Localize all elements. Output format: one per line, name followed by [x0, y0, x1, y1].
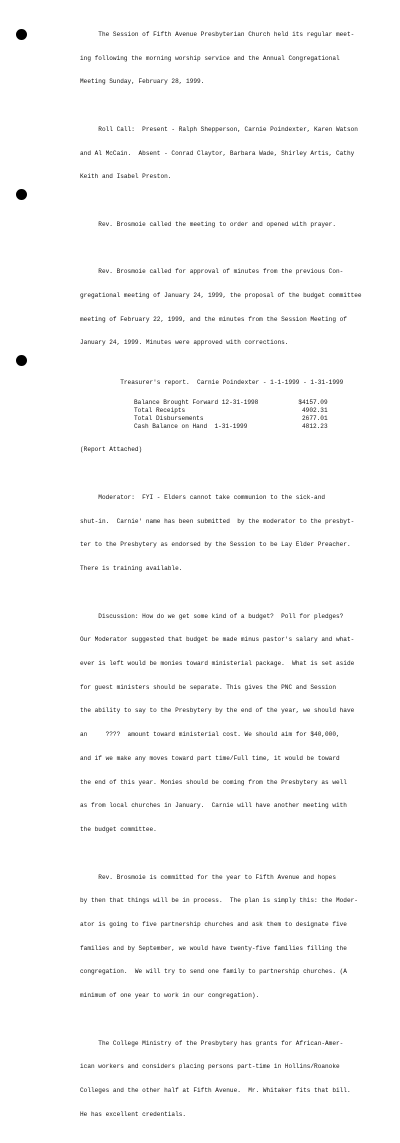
text-line: and Al McCain. Absent - Conrad Claytor, Barbara Wade, Shirley Artis, Cathy	[80, 149, 355, 157]
text-line: an ???? amount toward ministerial cost. We should aim for $40,000,	[80, 731, 340, 739]
ledger-amount: $4157.09	[298, 398, 328, 406]
text-line: ing following the morning worship service and the Annual Congregational	[80, 54, 340, 62]
text-line: congregation. We will try to send one family to partnership churches. (A	[80, 968, 347, 976]
text-line: Meeting Sunday, February 28, 1999.	[80, 78, 205, 86]
text-line: ter to the Presbytery as endorsed by the Session to be Lay Elder Preacher.	[80, 541, 351, 549]
ledger-row	[134, 399, 328, 407]
text-line: ator is going to five partnership churches and ask them to designate five	[80, 920, 347, 928]
text-line: Rev. Brosmoie called for approval of minutes from the previous Con-	[80, 268, 344, 276]
text-line: for guest ministers should be separate. This gives the PNC and Session	[80, 683, 336, 691]
document-body	[80, 15, 390, 1143]
text-line: families and by September, we would have twenty-five families filling the	[80, 944, 347, 952]
report-attached-note: (Report Attached)	[80, 446, 143, 454]
text-line: Keith and Isabel Preston.	[80, 173, 172, 181]
text-line: The College Ministry of the Presbytery has grants for African-Amer-	[80, 1039, 344, 1047]
paragraph-call-to-order	[80, 205, 390, 245]
text-line: Roll Call: Present - Ralph Shepperson, Carnie Poindexter, Karen Watson	[80, 125, 358, 133]
text-line: The Session of Fifth Avenue Presbyterian Church held its regular meet-	[80, 30, 355, 38]
text-line: ever is left would be monies toward ministerial package. What is set aside	[80, 659, 355, 667]
text-line: minimum of one year to work in our congregation).	[80, 992, 260, 1000]
paragraph-moderator-fyi	[80, 478, 390, 589]
ledger-label: Balance Brought Forward 12-31-1998	[134, 398, 259, 406]
text-line: Rev. Brosmoie called the meeting to order and opened with prayer.	[80, 220, 336, 228]
treasurer-report-heading: Treasurer's report. Carnie Poindexter - 1-1-1999 - 1-31-1999	[101, 379, 344, 387]
ledger-amount: 4812.23	[302, 422, 328, 430]
paragraph-budget-discussion	[80, 597, 390, 850]
text-line: January 24, 1999. Minutes were approved with corrections.	[80, 339, 289, 347]
text-line: the budget committee.	[80, 826, 157, 833]
ledger-row	[134, 423, 328, 431]
text-line: He has excellent credentials.	[80, 1110, 187, 1118]
text-line: Rev. Brosmoie is committed for the year to Fifth Avenue and hopes	[80, 873, 336, 881]
punch-hole-top	[16, 29, 27, 40]
text-line: Discussion: How do we get some kind of a budget? Poll for pledges?	[80, 612, 344, 620]
paragraph-college-ministry	[80, 1024, 390, 1135]
treasurer-ledger	[134, 399, 328, 431]
paragraph-partnership-plan	[80, 858, 390, 1016]
text-line: the end of this year. Monies should be coming from the Presbytery as well	[80, 778, 347, 786]
ledger-label: Total Receipts	[134, 406, 186, 414]
text-line: Moderator: FYI - Elders cannot take communion to the sick-and	[80, 493, 326, 501]
paragraph-approval-of-minutes	[80, 252, 390, 363]
text-line: and if we make any moves toward part time/Full time, it would be toward	[80, 754, 340, 762]
paragraph-roll-call	[80, 110, 390, 197]
text-line: gregational meeting of January 24, 1999, the proposal of the budget committee	[80, 292, 362, 299]
ledger-amount: 2677.01	[302, 414, 328, 422]
ledger-label: Cash Balance on Hand 1-31-1999	[134, 422, 248, 430]
treasurer-report	[80, 371, 390, 470]
ledger-amount: 4902.31	[302, 406, 328, 414]
text-line: meeting of February 22, 1999, and the minutes from the Session Meeting of	[80, 315, 347, 323]
ledger-label: Total Disbursements	[134, 414, 204, 422]
text-line: the ability to say to the Presbytery by the end of the year, we should have	[80, 707, 355, 715]
ledger-row	[134, 415, 328, 423]
text-line: There is training available.	[80, 565, 183, 572]
text-line: ican workers and considers placing persons part-time in Hollins/Roanoke	[80, 1063, 340, 1071]
paragraph-session-meeting	[80, 15, 390, 102]
punch-hole-middle	[16, 189, 27, 200]
ledger-row	[134, 407, 328, 415]
text-line: as from local churches in January. Carnie will have another meeting with	[80, 802, 347, 810]
text-line: Our Moderator suggested that budget be made minus pastor's salary and what-	[80, 636, 355, 644]
text-line: Colleges and the other half at Fifth Avenue. Mr. Whitaker fits that bill.	[80, 1087, 351, 1095]
text-line: shut-in. Carnie' name has been submitted by the moderator to the presbyt-	[80, 517, 355, 525]
punch-hole-bottom	[16, 355, 27, 366]
text-line: by then that things will be in process. The plan is simply this: the Moder-	[80, 897, 358, 905]
